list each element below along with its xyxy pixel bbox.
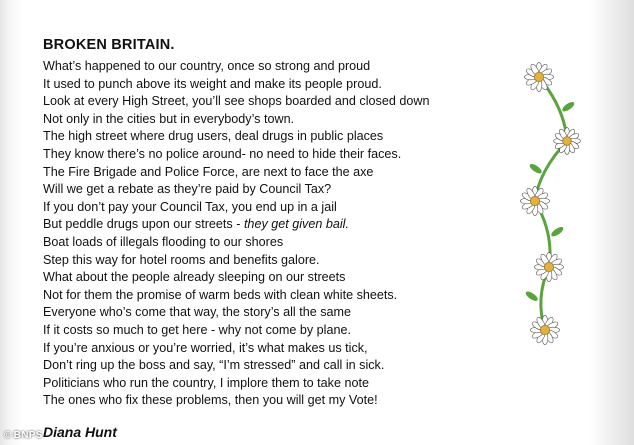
poem-line: Everyone who’s come that way, the story’s all the same xyxy=(43,305,351,320)
poem-line: Will we get a rebate as they’re paid by Council Tax? xyxy=(43,182,332,197)
poem-line: Not only in the cities but in everybody’s town. xyxy=(43,111,295,126)
leaf xyxy=(550,225,565,238)
poem-line: What’s happened to our country, once so strong and proud xyxy=(43,59,371,73)
daisy-center xyxy=(544,262,553,271)
poem-line: If it costs so much to get here - why not come by plane. xyxy=(43,322,351,337)
poem-line: Step this way for hotel rooms and benefits galore. xyxy=(43,252,320,267)
daisy-chain-illustration xyxy=(505,55,595,355)
daisy xyxy=(534,252,563,281)
poem-line-text: But peddle drugs upon our streets - xyxy=(43,217,244,232)
copyright-symbol: © xyxy=(4,430,12,441)
poem-line: Look at every High Street, you’ll see shops boarded and closed down xyxy=(43,94,430,109)
daisy-center xyxy=(563,137,572,146)
daisy xyxy=(530,315,559,344)
poem xyxy=(43,36,513,410)
poem-line: If you don’t pay your Council Tax, you end up in a jail xyxy=(43,199,337,214)
leaf xyxy=(524,290,539,303)
poem-line: The ones who fix these problems, then you will get my Vote! xyxy=(43,393,378,408)
daisy-center xyxy=(530,196,539,205)
poem-author: Diana Hunt xyxy=(43,424,117,440)
poem-line: The Fire Brigade and Police Force, are next to face the axe xyxy=(43,164,374,179)
poem-line: What about the people already sleeping on our streets xyxy=(43,270,346,285)
poem-line: Boat loads of illegals flooding to our shores xyxy=(43,234,284,249)
daisy-center xyxy=(540,325,549,334)
daisy-center xyxy=(534,72,543,81)
poem-line: Politicians who run the country, I implore them to take note xyxy=(43,375,369,390)
poem-line: They know there’s no police around- no need to hide their faces. xyxy=(43,146,402,161)
poem-line: The high street where drug users, deal drugs in public places xyxy=(43,129,384,144)
poem-title: BROKEN BRITAIN. xyxy=(43,37,175,53)
leaf xyxy=(528,162,543,175)
daisy xyxy=(524,62,553,91)
daisy xyxy=(520,186,549,215)
poem-line-bail xyxy=(43,216,513,234)
leaf xyxy=(561,100,576,113)
poem-line: Not for them the promise of warm beds with clean white sheets. xyxy=(43,287,398,302)
poem-line: Don’t ring up the boss and say, “I’m stressed” and call in sick. xyxy=(43,358,385,373)
poem-line: It used to punch above its weight and make its people proud. xyxy=(43,76,382,91)
credit-agency: BNPS xyxy=(13,430,43,441)
poem-line: If you’re anxious or you’re worried, it’s what makes us tick, xyxy=(43,340,368,355)
photo-credit xyxy=(4,430,43,441)
poem-italic-fragment: they get given bail. xyxy=(243,217,349,232)
